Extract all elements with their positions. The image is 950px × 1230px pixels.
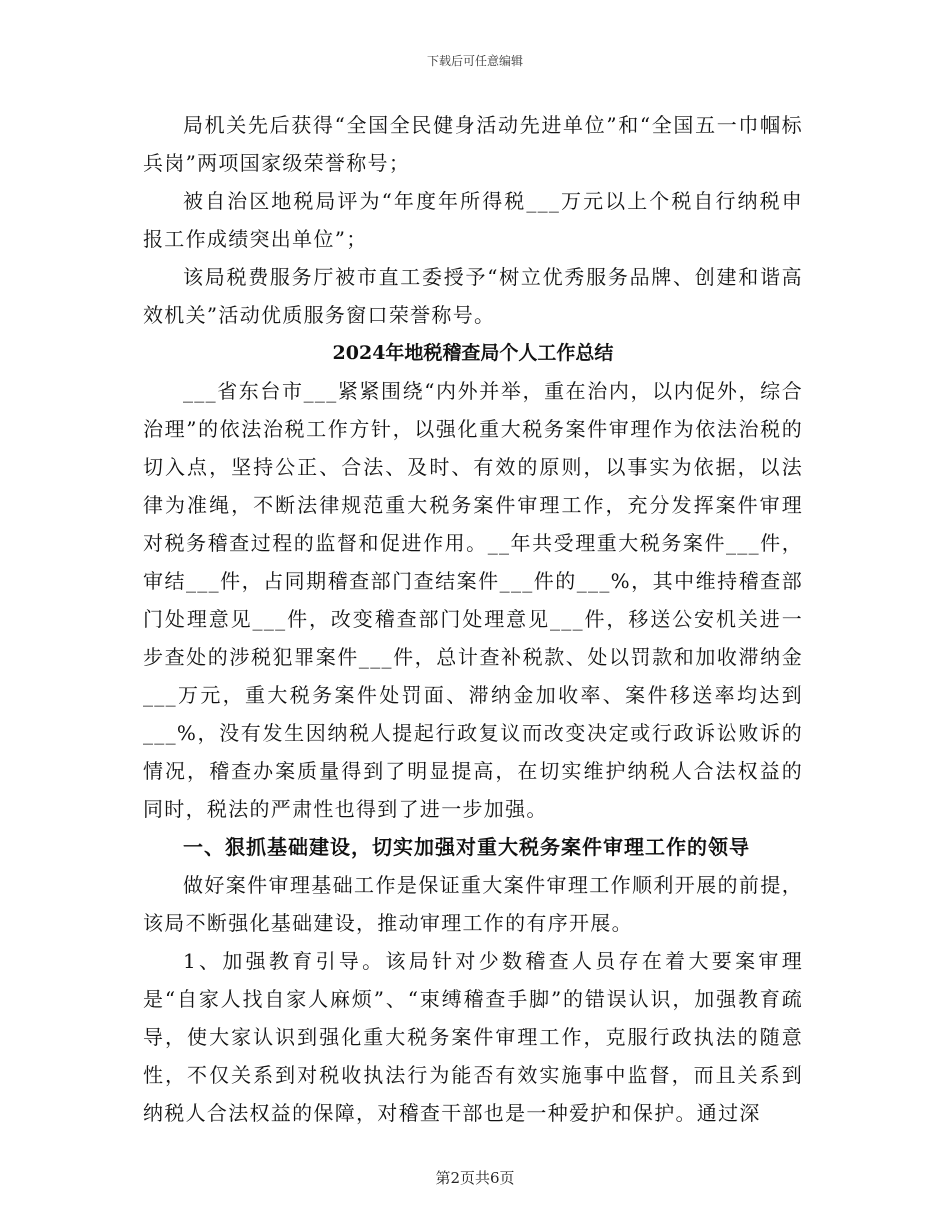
paragraph-summary: ___省东台市___紧紧围绕“内外并举，重在治内，以内促外，综合治理”的依法治税工作方针，以强化重大税务案件审理作为依法治税的切入点，坚持公正、合法、及时、有效的原则，以事实为依据，以法律为准绳，不断法律规范重大税务案件审理工作，充分发挥案件审理对税务稽查过程的监督和促进作用。__年共受理重大税务案件___件，审结___件，占同期稽查部门查结案件___件的___%，其中维持稽查部门处理意见___件，改变稽查部门处理意见___件，移送公安机关进一步查处的涉税犯罪案件___件，总计查补税款、处以罚款和加收滞纳金___万元，重大税务案件处罚面、滞纳金加收率、案件移送率均达到___%，没有发生因纳税人提起行政复议而改变决定或行政诉讼败诉的情况，稽查办案质量得到了明显提高，在切实维护纳税人合法权益的同时，税法的严肃性也得到了进一步加强。 — [143, 379, 803, 821]
document-title: 2024年地税稽查局个人工作总结 — [332, 342, 614, 364]
page-number: 第2页共6页 — [435, 1169, 515, 1187]
document-body — [143, 106, 803, 1132]
paragraph-honor-service-window: 该局税费服务厅被市直工委授予“树立优秀服务品牌、创建和谐高效机关”活动优质服务窗口荣誉称号。 — [143, 265, 803, 327]
paragraph-honor-national: 局机关先后获得“全国全民健身活动先进单位”和“全国五一巾帼标兵岗”两项国家级荣誉称号； — [143, 113, 803, 175]
section-heading-1: 一、狠抓基础建设，切实加强对重大税务案件审理工作的领导 — [183, 835, 750, 859]
paragraph-education-guidance: 1、加强教育引导。该局针对少数稽查人员存在着大要案审理是“自家人找自家人麻烦”、“束缚稽查手脚”的错误认识，加强教育疏导，使大家认识到强化重大税务案件审理工作，克服行政执法的随意性，不仅关系到对税收执法行为能否有效实施事中监督，而且关系到纳税人合法权益的保障，对稽查干部也是一种爱护和保护。通过深 — [143, 949, 803, 1125]
header-note: 下载后可任意编辑 — [426, 54, 523, 68]
paragraph-honor-autonomous-region: 被自治区地税局评为“年度年所得税___万元以上个税自行纳税申报工作成绩突出单位”； — [143, 189, 803, 251]
paragraph-foundation: 做好案件审理基础工作是保证重大案件审理工作顺利开展的前提，该局不断强化基础建设，推动审理工作的有序开展。 — [143, 873, 803, 935]
